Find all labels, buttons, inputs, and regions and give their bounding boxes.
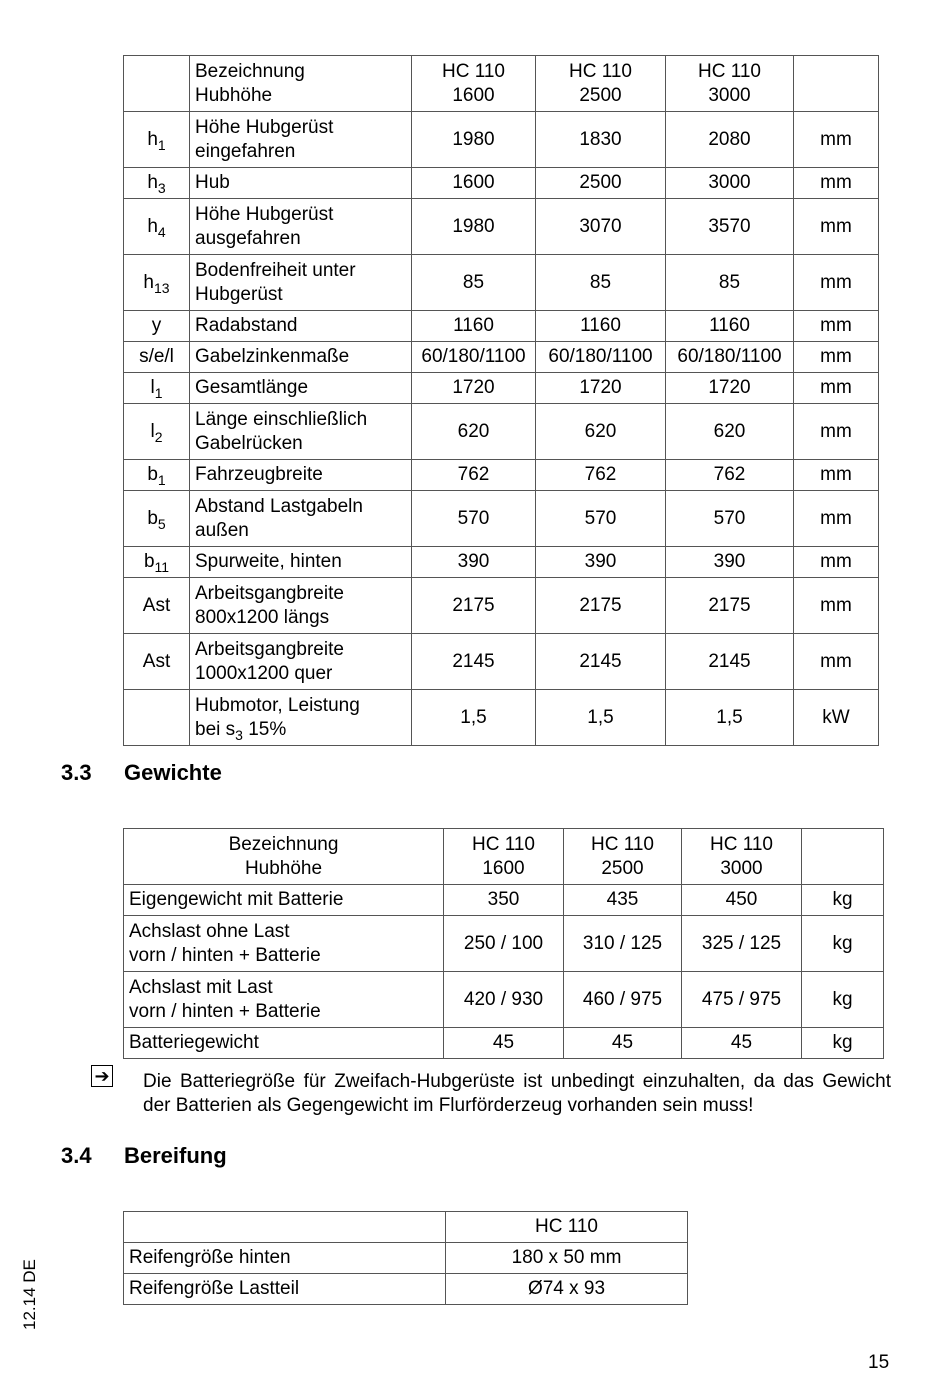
value-cell: 1830 <box>536 112 666 168</box>
label-line-1: Bezeichnung <box>195 60 305 82</box>
section-number: 3.3 <box>61 760 92 785</box>
value-cell: 435 <box>564 885 682 916</box>
value-cell: 85 <box>412 255 536 311</box>
symbol: h <box>147 128 158 150</box>
table-row <box>124 342 879 373</box>
unit-cell: mm <box>794 634 879 690</box>
value-cell: 2175 <box>536 578 666 634</box>
symbol-cell <box>124 578 190 634</box>
symbol-header <box>124 56 190 112</box>
symbol: h <box>147 172 158 193</box>
label-line-2-end: 15% <box>242 718 287 740</box>
label-cell <box>190 342 412 373</box>
table-row <box>124 373 879 404</box>
value-cell: 60/180/1100 <box>536 342 666 373</box>
symbol-subscript: 2 <box>154 428 163 445</box>
unit-cell: mm <box>794 112 879 168</box>
value-cell: 325 / 125 <box>682 916 802 972</box>
label-cell <box>190 491 412 547</box>
label-line-2: 1000x1200 quer <box>195 662 333 684</box>
symbol-subscript: 4 <box>157 223 166 240</box>
section-title: Bereifung <box>124 1143 227 1168</box>
label-line-2: 800x1200 längs <box>195 606 330 628</box>
table-row <box>124 690 879 746</box>
value-cell: 2080 <box>666 112 794 168</box>
unit-cell: kW <box>794 690 879 746</box>
model-height: 1600 <box>482 857 525 879</box>
model-height: 2500 <box>579 84 622 106</box>
value-cell: 1,5 <box>412 690 536 746</box>
value-cell: 85 <box>536 255 666 311</box>
table-header-row <box>124 829 884 885</box>
value-cell: 762 <box>666 460 794 491</box>
value-cell: 2145 <box>412 634 536 690</box>
symbol-cell <box>124 460 190 491</box>
table-row <box>124 404 879 460</box>
value-cell: 620 <box>666 404 794 460</box>
value-cell: 1980 <box>412 199 536 255</box>
label-line-2: Hubhöhe <box>244 857 323 879</box>
value-cell: 420 / 930 <box>444 972 564 1028</box>
symbol-subscript: 5 <box>157 515 166 532</box>
model-name: HC 110 <box>441 60 505 82</box>
label-header <box>190 56 412 112</box>
label-line-1: Arbeitsgangbreite <box>195 638 344 660</box>
symbol-cell <box>124 547 190 578</box>
label-line-1: Radabstand <box>195 315 298 336</box>
unit-header <box>802 829 884 885</box>
unit-cell: mm <box>794 491 879 547</box>
value-cell: 460 / 975 <box>564 972 682 1028</box>
label-line-1: Bezeichnung <box>228 833 339 855</box>
value-cell: 570 <box>412 491 536 547</box>
value-cell: 390 <box>412 547 536 578</box>
label-cell <box>190 460 412 491</box>
value-cell: 570 <box>536 491 666 547</box>
symbol-cell <box>124 112 190 168</box>
label-cell <box>190 634 412 690</box>
label-line-2: Hubgerüst <box>195 283 283 305</box>
model-height: 1600 <box>452 84 495 106</box>
label-line-1: Gesamtlänge <box>195 377 309 398</box>
model-name: HC 110 <box>471 833 535 855</box>
value-cell: 3000 <box>666 168 794 199</box>
value-cell: 1980 <box>412 112 536 168</box>
value-cell: 250 / 100 <box>444 916 564 972</box>
label-line-1: Eigengewicht mit Batterie <box>129 889 344 910</box>
label-header <box>124 1212 446 1243</box>
dimensions-table <box>123 55 879 746</box>
value-cell: 310 / 125 <box>564 916 682 972</box>
label-cell <box>190 199 412 255</box>
unit-cell: mm <box>794 578 879 634</box>
symbol-cell <box>124 168 190 199</box>
unit-cell: kg <box>802 972 884 1028</box>
value-cell: 1160 <box>536 311 666 342</box>
model-header <box>682 829 802 885</box>
value-cell: 570 <box>666 491 794 547</box>
unit-cell: mm <box>794 547 879 578</box>
model-name: HC 110 <box>568 60 632 82</box>
value-cell: 2145 <box>666 634 794 690</box>
label-cell <box>190 311 412 342</box>
section-title: Gewichte <box>124 760 222 785</box>
model-height: 2500 <box>601 857 644 879</box>
table-row <box>124 916 884 972</box>
label-line-1: Batteriegewicht <box>129 1032 259 1053</box>
value-cell: 1600 <box>412 168 536 199</box>
label-subscript: 3 <box>235 726 243 743</box>
unit-cell: mm <box>794 255 879 311</box>
label-line-2: eingefahren <box>195 140 296 162</box>
table-row <box>124 112 879 168</box>
model-name: HC 110 <box>590 833 654 855</box>
label-cell <box>190 373 412 404</box>
label-line-2: ausgefahren <box>195 227 301 249</box>
value-cell: 60/180/1100 <box>666 342 794 373</box>
section-heading-tyres <box>61 1142 461 1170</box>
label-cell <box>190 404 412 460</box>
label-line-1: Hubmotor, Leistung <box>195 694 360 716</box>
value-cell: 762 <box>536 460 666 491</box>
label-line-2: Gabelrücken <box>195 432 303 454</box>
value-cell: 620 <box>412 404 536 460</box>
value-cell: 1,5 <box>536 690 666 746</box>
table-header-row <box>124 1212 688 1243</box>
value-cell: 1160 <box>412 311 536 342</box>
symbol-subscript: 1 <box>157 472 166 488</box>
symbol: l <box>150 377 155 398</box>
unit-cell: kg <box>802 1028 884 1059</box>
symbol-cell <box>124 311 190 342</box>
model-header <box>444 829 564 885</box>
note-text: Die Batteriegröße für Zweifach-Hubgerüste ist unbedingt einzuhalten, da das Gewicht der Batterien als Gegengewicht im Flurförderzeug vorhanden sein muss! <box>143 1071 891 1116</box>
symbol-subscript: 11 <box>154 559 170 575</box>
unit-cell: kg <box>802 916 884 972</box>
symbol: b <box>143 551 155 572</box>
value-cell: 762 <box>412 460 536 491</box>
table-row <box>124 547 879 578</box>
value-cell: 450 <box>682 885 802 916</box>
label-cell: Reifengröße hinten <box>124 1243 446 1274</box>
section-number: 3.4 <box>61 1143 92 1168</box>
model-header <box>564 829 682 885</box>
value-cell: 45 <box>444 1028 564 1059</box>
label-line-2: vorn / hinten + Batterie <box>129 1000 321 1022</box>
symbol-cell <box>124 373 190 404</box>
symbol: b <box>147 507 158 529</box>
value-cell: 2175 <box>412 578 536 634</box>
model-name: HC 110 <box>697 60 761 82</box>
label-line-1: Abstand Lastgabeln <box>195 495 363 517</box>
value-cell: Ø74 x 93 <box>446 1274 688 1305</box>
symbol-subscript: 1 <box>154 385 163 401</box>
symbol: l <box>150 420 155 442</box>
value-cell: 3570 <box>666 199 794 255</box>
symbol: h <box>143 271 154 293</box>
value-cell: 390 <box>666 547 794 578</box>
unit-header <box>794 56 879 112</box>
value-cell: 350 <box>444 885 564 916</box>
label-cell <box>190 690 412 746</box>
table-row <box>124 311 879 342</box>
table-row <box>124 491 879 547</box>
value-cell: 2145 <box>536 634 666 690</box>
value-cell: 2500 <box>536 168 666 199</box>
label-line-1: Achslast mit Last <box>129 976 273 998</box>
label-line-1: Arbeitsgangbreite <box>195 582 344 604</box>
label-line-1: Gabelzinkenmaße <box>195 346 350 367</box>
symbol-cell <box>124 342 190 373</box>
table-row <box>124 885 884 916</box>
symbol-cell <box>124 690 190 746</box>
value-cell: 620 <box>536 404 666 460</box>
symbol-subscript: 1 <box>157 136 166 153</box>
unit-cell: mm <box>794 342 879 373</box>
label-line-1: Höhe Hubgerüst <box>195 116 334 138</box>
table-row <box>124 972 884 1028</box>
label-line-1: Spurweite, hinten <box>195 551 342 572</box>
arrow-right-icon: ➔ <box>91 1065 113 1087</box>
symbol: Ast <box>142 594 171 616</box>
table-row <box>124 1243 688 1274</box>
label-line-1: Höhe Hubgerüst <box>195 203 334 225</box>
symbol: s/e/l <box>139 346 174 367</box>
value-cell: 1720 <box>412 373 536 404</box>
symbol: Ast <box>142 650 171 672</box>
label-line-2: außen <box>195 519 249 541</box>
label-cell <box>190 168 412 199</box>
table-header-row <box>124 56 879 112</box>
model-header: HC 110 <box>446 1212 688 1243</box>
table-row <box>124 634 879 690</box>
value-cell: 390 <box>536 547 666 578</box>
table-row <box>124 168 879 199</box>
table-row <box>124 199 879 255</box>
symbol-cell <box>124 199 190 255</box>
value-cell: 180 x 50 mm <box>446 1243 688 1274</box>
value-cell: 60/180/1100 <box>412 342 536 373</box>
unit-cell: kg <box>802 885 884 916</box>
label-line-2: bei s <box>195 718 236 740</box>
page-number: 15 <box>868 1352 890 1373</box>
label-cell: Reifengröße Lastteil <box>124 1274 446 1305</box>
symbol-subscript: 3 <box>157 180 166 196</box>
value-cell: 3070 <box>536 199 666 255</box>
value-cell: 1,5 <box>666 690 794 746</box>
symbol: h <box>147 215 158 237</box>
label-cell <box>190 547 412 578</box>
symbol-cell <box>124 491 190 547</box>
table-row <box>124 1028 884 1059</box>
value-cell: 475 / 975 <box>682 972 802 1028</box>
label-cell <box>124 1028 444 1059</box>
label-cell <box>190 578 412 634</box>
model-name: HC 110 <box>709 833 773 855</box>
label-line-1: Länge einschließlich <box>195 408 368 430</box>
symbol-cell <box>124 634 190 690</box>
symbol-cell <box>124 404 190 460</box>
label-cell <box>190 112 412 168</box>
tyres-table <box>123 1211 688 1305</box>
value-cell: 45 <box>564 1028 682 1059</box>
label-line-2: Hubhöhe <box>195 84 273 106</box>
unit-cell: mm <box>794 373 879 404</box>
label-line-2: vorn / hinten + Batterie <box>129 944 321 966</box>
value-cell: 45 <box>682 1028 802 1059</box>
model-height: 3000 <box>708 84 751 106</box>
section-heading-weights <box>61 759 461 787</box>
table-row <box>124 255 879 311</box>
model-height: 3000 <box>720 857 763 879</box>
symbol: y <box>151 315 162 336</box>
value-cell: 1720 <box>536 373 666 404</box>
unit-cell: mm <box>794 404 879 460</box>
weights-table <box>123 828 884 1059</box>
label-line-1: Achslast ohne Last <box>129 920 290 942</box>
document-code: 12.14 DE <box>20 1259 39 1330</box>
value-cell: 1160 <box>666 311 794 342</box>
label-cell <box>124 916 444 972</box>
symbol: b <box>147 464 158 485</box>
label-cell <box>124 972 444 1028</box>
model-header <box>536 56 666 112</box>
symbol-cell <box>124 255 190 311</box>
model-header <box>666 56 794 112</box>
model-header <box>412 56 536 112</box>
label-cell <box>124 885 444 916</box>
table-row <box>124 1274 688 1305</box>
label-line-1: Bodenfreiheit unter <box>195 259 356 281</box>
label-cell <box>190 255 412 311</box>
value-cell: 85 <box>666 255 794 311</box>
label-header <box>124 829 444 885</box>
label-line-1: Fahrzeugbreite <box>195 464 323 485</box>
label-line-1: Hub <box>195 172 230 193</box>
unit-cell: mm <box>794 311 879 342</box>
unit-cell: mm <box>794 460 879 491</box>
table-row <box>124 460 879 491</box>
table-row <box>124 578 879 634</box>
unit-cell: mm <box>794 199 879 255</box>
value-cell: 2175 <box>666 578 794 634</box>
value-cell: 1720 <box>666 373 794 404</box>
unit-cell: mm <box>794 168 879 199</box>
symbol-subscript: 13 <box>154 279 170 296</box>
